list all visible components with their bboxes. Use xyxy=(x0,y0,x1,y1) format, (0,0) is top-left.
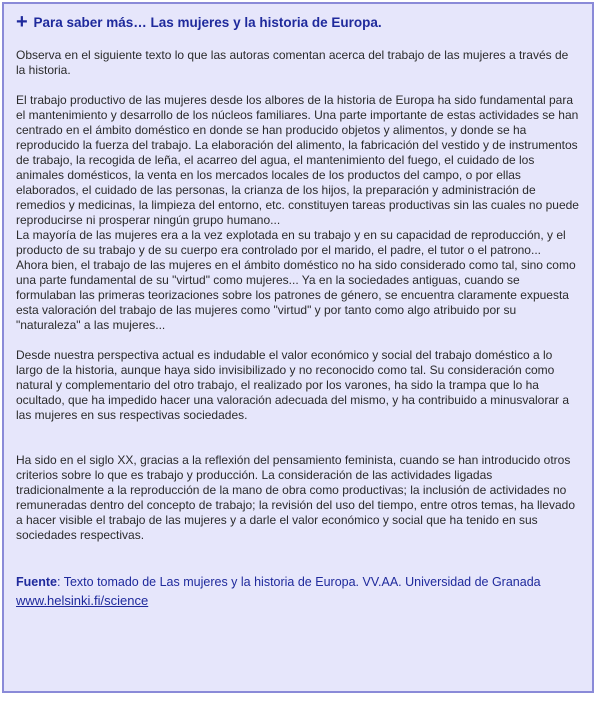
plus-icon: + xyxy=(16,11,28,33)
paragraph-twentieth-century: Ha sido en el siglo XX, gracias a la reflexión del pensamiento feminista, cuando se han introducido otros criterios sobre lo que es trabajo y producción. La consideración de las actividades ligadas tradicionalmente a la reproducción de la mano de obra como productivas; la inclusión de actividades no remuneradas dentro del concepto de trabajo; la revisión del uso del tiempo, entre otros temas, ha llevado a hacer visible el trabajo de las mujeres y a darle el valor económico y social que ha tenido en sus sociedades respectivas. xyxy=(16,453,575,542)
source-text: Texto tomado de Las mujeres y la historia de Europa. VV.AA. Universidad de Granada xyxy=(60,575,541,589)
source-link[interactable]: www.helsinki.fi/science xyxy=(16,593,149,608)
paragraph-productive-work: El trabajo productivo de las mujeres desde los albores de la historia de Europa ha sido fundamental para el mantenimiento y desarrollo de los núcleos familiares. Una parte importante de estas actividades se han centrado en el ámbito doméstico en donde se han producido objetos y alimentos, y donde se ha reproducido la fuerza del trabajo. La elaboración del alimento, la fabricación del vestido y de instrumentos de trabajo, la recogida de leña, el acarreo del agua, el mantenimiento del fuego, el cuidado de los animales domésticos, la venta en los mercados locales de los productos del campo, o por ellas elaborados, el cuidado de las personas, la crianza de los hijos, la preparación y administración de remedios y medicinas, la limpieza del entorno, etc. constituyen tareas productivas sin las cuales no puede reproducirse ni prosperar ningún grupo humano... xyxy=(16,93,579,227)
info-box xyxy=(2,2,594,693)
paragraph-perspective: Desde nuestra perspectiva actual es indudable el valor económico y social del trabajo doméstico a lo largo de la historia, aunque haya sido invisibilizado y no reconocido como tal. Su consideración como natural y complementario del otro trabajo, el realizado por los varones, ha sido la trampa que lo ha ocultado, que ha impedido hacer una valoración adecuada del mismo, y ha contribuido a minusvalorar a las mujeres en sus respectivas sociedades. xyxy=(16,348,570,422)
source-colon: : xyxy=(56,575,61,589)
paragraph-exploitation: La mayoría de las mujeres era a la vez explotada en su trabajo y en su capacidad de reproducción, y el producto de su trabajo y de su cuerpo era controlado por el marido, el padre, el tutor o el patrono... xyxy=(16,228,566,257)
paragraph-virtue: Ahora bien, el trabajo de las mujeres en el ámbito doméstico no ha sido considerado como tal, sino como una parte fundamental de su "virtud" como mujeres... Ya en la sociedades antiguas, cuando se formulaban las primeras teorizaciones sobre los patrones de género, se encuentra claramente expuesta esta valoración del trabajo de las mujeres como "virtud" y por tanto como algo atribuido por su "naturaleza" a las mujeres... xyxy=(16,258,576,332)
intro-paragraph: Observa en el siguiente texto lo que las autoras comentan acerca del trabajo de las mujeres a través de la historia. xyxy=(16,48,569,77)
source-citation xyxy=(16,575,580,609)
box-heading xyxy=(16,13,580,32)
source-label: Fuente xyxy=(16,575,57,589)
heading-title: Para saber más… Las mujeres y la historia de Europa. xyxy=(33,15,382,30)
